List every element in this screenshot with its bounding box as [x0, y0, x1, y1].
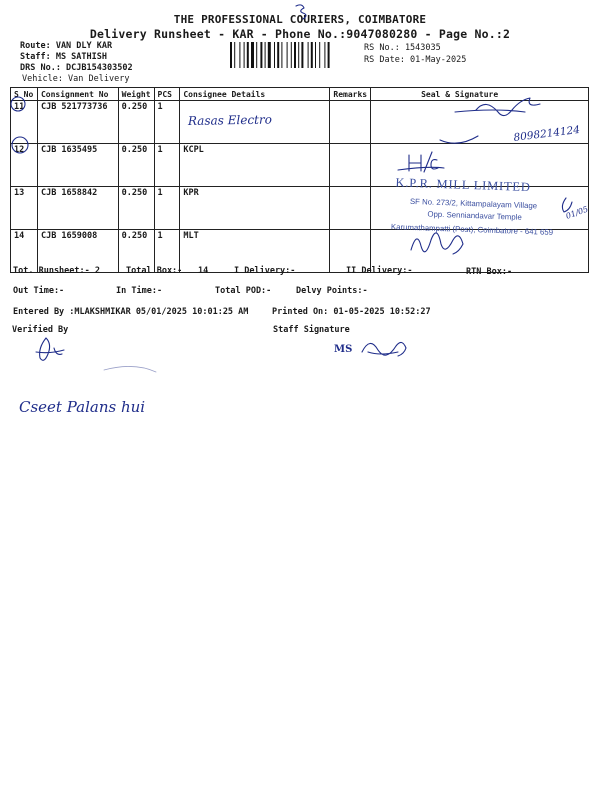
- cell-pcs: 1: [154, 101, 180, 144]
- table-row: [11, 187, 589, 230]
- drs-number: DRS No.: DCJB154303502: [20, 63, 133, 73]
- total-box-label: Total Box:-: [126, 266, 183, 276]
- cell-consignment: CJB 521773736: [37, 101, 118, 144]
- cell-pcs: 1: [154, 230, 180, 273]
- handwritten-phone: 8098214124: [512, 123, 581, 144]
- vehicle-info: Vehicle: Van Delivery: [22, 74, 130, 84]
- rs-date: RS Date: 01-May-2025: [364, 55, 467, 65]
- cell-weight: 0.250: [118, 230, 154, 273]
- verified-by: Verified By: [12, 325, 69, 335]
- page-title: THE PROFESSIONAL COURIERS, COIMBATORE: [173, 13, 427, 26]
- route-info: Route: VAN DLY KAR: [20, 41, 113, 51]
- col-header-remarks: Remarks: [330, 88, 371, 101]
- cell-remarks: [330, 144, 371, 187]
- cell-consignment: CJB 1635495: [37, 144, 118, 187]
- cell-weight: 0.250: [118, 187, 154, 230]
- entered-by: Entered By :MLAKSHMIKAR 05/01/2025 10:01:25 AM: [13, 307, 249, 317]
- cell-sno: 14: [11, 230, 38, 273]
- staff-info: Staff: MS SATHISH: [20, 52, 107, 62]
- cell-pcs: 1: [154, 187, 180, 230]
- i-delivery: I Delivery:-: [234, 266, 296, 276]
- cell-remarks: [330, 187, 371, 230]
- runsheet-table: [10, 87, 589, 273]
- stamp-company-name: K.P.R. MILL LIMITED: [395, 175, 531, 195]
- runsheet-heading: Delivery Runsheet - KAR - Phone No.:9047080280 - Page No.:2: [89, 27, 511, 41]
- handwritten-date: 01/05: [564, 204, 590, 221]
- col-header-consignee: Consignee Details: [180, 88, 330, 101]
- total-box-value: 14: [198, 266, 209, 276]
- rtn-box: RTN Box:-: [466, 267, 513, 277]
- cell-consignee: [180, 101, 330, 144]
- cell-sno: 11: [11, 101, 38, 144]
- cell-weight: 0.250: [118, 101, 154, 144]
- col-header-weight: Weight: [118, 88, 154, 101]
- printed-on: Printed On: 01-05-2025 10:52:27: [272, 307, 431, 317]
- cell-consignee: KPR: [180, 187, 330, 230]
- cell-consignee: KCPL: [180, 144, 330, 187]
- cell-signature: [371, 187, 589, 230]
- ii-delivery: II Delivery:-: [346, 266, 413, 276]
- col-header-pcs: PCS: [154, 88, 180, 101]
- barcode: [230, 42, 358, 68]
- verified-signature: [36, 338, 64, 360]
- table-row: [11, 144, 589, 187]
- cell-signature: [371, 101, 589, 144]
- cell-sno: 12: [11, 144, 38, 187]
- stamp-line-3: Karumathampatti (Post), Coimbatore - 641 659: [390, 222, 554, 237]
- cell-signature: [371, 144, 589, 187]
- stamp-ink-smudge: [104, 366, 156, 372]
- in-time: In Time:-: [116, 286, 163, 296]
- cell-weight: 0.250: [118, 144, 154, 187]
- rs-number: RS No.: 1543035: [364, 43, 441, 53]
- cell-pcs: 1: [154, 144, 180, 187]
- total-pod: Total POD:-: [215, 286, 272, 296]
- handwritten-consignee: Rasas Electro: [187, 112, 272, 128]
- cell-remarks: [330, 101, 371, 144]
- out-time: Out Time:-: [13, 286, 65, 296]
- handwritten-staff-initials: MS: [334, 344, 353, 355]
- delivery-points: Delvy Points:-: [296, 286, 368, 296]
- cell-sno: 13: [11, 187, 38, 230]
- cell-consignee: MLT: [180, 230, 330, 273]
- handwritten-bottom-note: Cseet Palans hui: [19, 398, 146, 416]
- cell-consignment: CJB 1659008: [37, 230, 118, 273]
- table-header-row: [11, 88, 589, 101]
- staff-signature-label: Staff Signature: [273, 325, 350, 335]
- col-header-signature: Seal & Signature: [371, 88, 589, 101]
- col-header-consignment: Consignment No: [37, 88, 118, 101]
- cell-consignment: CJB 1658842: [37, 187, 118, 230]
- total-runsheet: Tot. Runsheet:- 2: [13, 266, 100, 276]
- table-row: [11, 101, 589, 144]
- staff-signature: [362, 342, 406, 356]
- stamp-line-1: SF No. 273/2, Kittampalayam Village: [409, 196, 538, 211]
- stamp-line-2: Opp. Senniandavar Temple: [427, 209, 522, 222]
- col-header-sno: S No: [11, 88, 38, 101]
